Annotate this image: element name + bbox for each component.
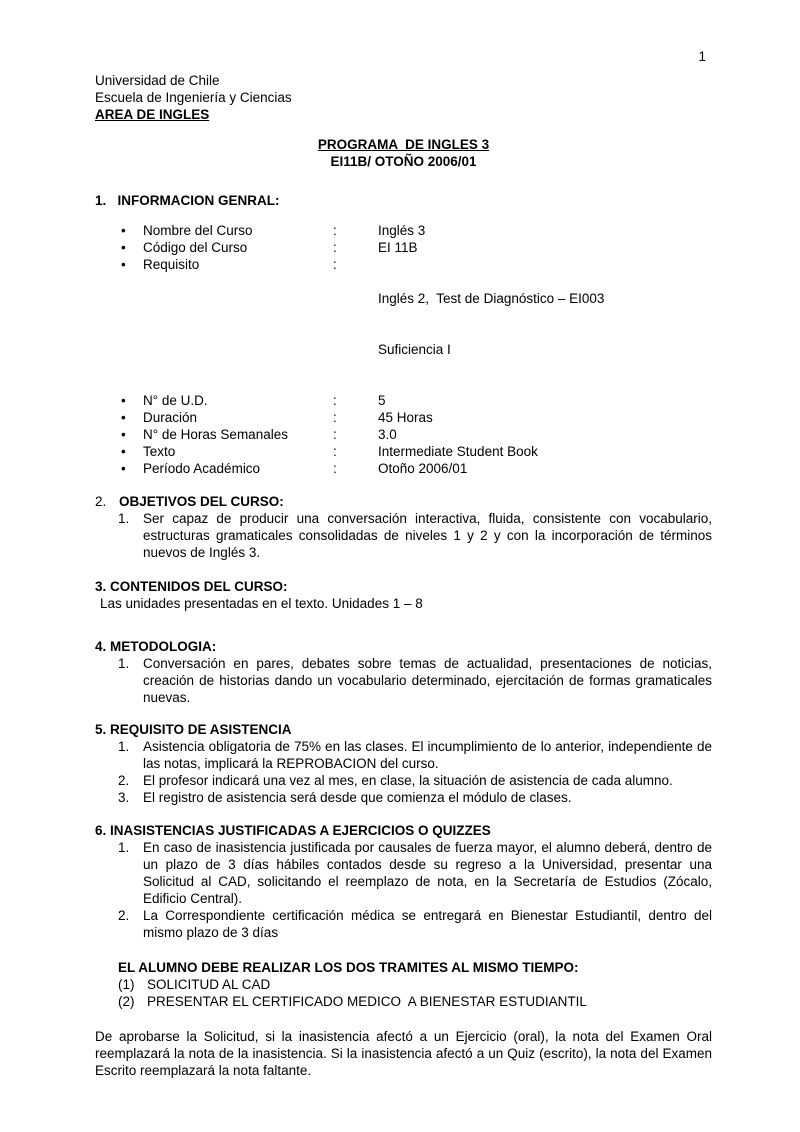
info-label: Nombre del Curso <box>143 223 253 238</box>
item-text: La Correspondiente certificación médica se entregará en Bienestar Estudiantil, dentro del mismo plazo de 3 días <box>143 908 712 940</box>
info-row-horas-semanales <box>95 426 712 443</box>
info-value: Otoño 2006/01 <box>378 461 468 476</box>
info-label: N° de U.D. <box>143 393 208 408</box>
section-informacion-general <box>95 192 712 477</box>
info-label: Requisito <box>143 257 200 272</box>
section-2-title: OBJETIVOS DEL CURSO: <box>119 494 284 509</box>
tramite-item-1 <box>118 976 712 993</box>
section-inasistencias <box>95 822 712 941</box>
info-row-ud <box>95 392 712 409</box>
asistencia-item-3 <box>95 789 712 806</box>
asistencia-item-1 <box>95 738 712 772</box>
section-1-heading: 1. INFORMACION GENRAL: <box>95 193 280 208</box>
info-label: Texto <box>143 444 176 459</box>
document-title <box>95 136 712 170</box>
info-row-requisito <box>95 256 712 392</box>
bullet-icon: • <box>121 257 126 272</box>
document-title-line2: EI11B/ OTOÑO 2006/01 <box>330 154 477 169</box>
info-value-line1: Inglés 2, Test de Diagnóstico – EI003 <box>378 291 605 306</box>
bullet-icon: • <box>121 393 126 408</box>
info-value: Inglés 3 <box>378 223 426 238</box>
info-colon: : <box>333 257 337 272</box>
bullet-icon: • <box>121 240 126 255</box>
section-4-heading: 4. METODOLOGIA: <box>95 639 217 654</box>
section-metodologia <box>95 638 712 706</box>
bullet-icon: • <box>121 461 126 476</box>
section-objetivos <box>95 493 712 561</box>
item-number: 1. <box>118 739 130 754</box>
item-number: 1. <box>118 656 130 671</box>
letterhead-school: Escuela de Ingeniería y Ciencias <box>95 90 292 105</box>
item-number: 3. <box>118 790 130 805</box>
inasistencias-item-1 <box>95 839 712 907</box>
section-2-number: 2. <box>95 494 107 509</box>
item-number: 1. <box>118 511 130 526</box>
info-row-periodo <box>95 460 712 477</box>
info-colon: : <box>333 240 337 255</box>
item-text: El profesor indicará una vez al mes, en clase, la situación de asistencia de cada alumno. <box>143 773 673 788</box>
closing-paragraph: De aprobarse la Solicitud, si la inasistencia afectó a un Ejercicio (oral), la nota del Examen Oral reemplazará la nota de la inasistencia. Si la inasistencia afectó a un Quiz (escrito), la nota del Examen Escrito reemplazará la nota faltante. <box>95 1029 712 1078</box>
section-5-heading: 5. REQUISITO DE ASISTENCIA <box>95 722 292 737</box>
asistencia-item-2 <box>95 772 712 789</box>
info-colon: : <box>333 444 337 459</box>
info-row-duracion <box>95 409 712 426</box>
info-value: 45 Horas <box>378 410 433 425</box>
info-row-codigo <box>95 239 712 256</box>
info-colon: : <box>333 461 337 476</box>
letterhead-university: Universidad de Chile <box>95 73 220 88</box>
info-colon: : <box>333 393 337 408</box>
section-6-heading: 6. INASISTENCIAS JUSTIFICADAS A EJERCICIOS O QUIZZES <box>95 823 491 838</box>
document-content <box>95 72 712 1079</box>
tramites-heading: EL ALUMNO DEBE REALIZAR LOS DOS TRAMITES AL MISMO TIEMPO: <box>118 960 579 975</box>
bullet-icon: • <box>121 223 126 238</box>
item-text: Ser capaz de producir una conversación interactiva, fluida, consistente con vocabulario, estructuras gramaticales consolidadas de niveles 1 y 2 y con la incorporación de términos nuevos de Inglés 3. <box>143 511 712 560</box>
document-title-line1: PROGRAMA DE INGLES 3 <box>317 137 490 152</box>
info-label: Duración <box>143 410 198 425</box>
item-number: 1. <box>118 840 130 855</box>
metodologia-item-1 <box>95 655 712 706</box>
page-number: 1 <box>698 49 706 64</box>
item-text: SOLICITUD AL CAD <box>147 977 271 992</box>
tramite-item-2 <box>118 993 712 1010</box>
item-number: 2. <box>118 908 130 923</box>
bullet-icon: • <box>121 410 126 425</box>
info-colon: : <box>333 410 337 425</box>
item-number: (2) <box>118 994 135 1009</box>
item-text: Conversación en pares, debates sobre temas de actualidad, presentaciones de noticias, creación de historias dando un vocabulario determinado, ejercitación de formas gramaticales nuevas. <box>143 656 712 705</box>
info-colon: : <box>333 427 337 442</box>
info-row-texto <box>95 443 712 460</box>
info-value: EI 11B <box>378 240 418 255</box>
item-text: PRESENTAR EL CERTIFICADO MEDICO A BIENESTAR ESTUDIANTIL <box>147 994 587 1009</box>
contenidos-body: Las unidades presentadas en el texto. Unidades 1 – 8 <box>100 596 423 611</box>
info-label: Período Académico <box>143 461 261 476</box>
letterhead <box>95 72 712 123</box>
section-3-heading: 3. CONTENIDOS DEL CURSO: <box>95 579 288 594</box>
inasistencias-item-2 <box>95 907 712 941</box>
item-text: El registro de asistencia será desde que comienza el módulo de clases. <box>143 790 572 805</box>
info-value <box>378 256 712 392</box>
info-label: N° de Horas Semanales <box>143 427 288 442</box>
info-row-nombre <box>95 222 712 239</box>
section-contenidos <box>95 578 712 612</box>
tramites-block <box>95 959 712 1010</box>
info-value: 3.0 <box>378 427 397 442</box>
info-value-line2: Suficiencia I <box>378 342 451 357</box>
course-info-list <box>95 222 712 477</box>
info-value: Intermediate Student Book <box>378 444 538 459</box>
letterhead-area: AREA DE INGLES <box>95 107 210 122</box>
bullet-icon: • <box>121 444 126 459</box>
info-colon: : <box>333 223 337 238</box>
item-number: 2. <box>118 773 130 788</box>
item-text: En caso de inasistencia justificada por causales de fuerza mayor, el alumno deberá, dentro de un plazo de 3 días hábiles contados desde su regreso a la Universidad, presentar una Solicitud al CAD, solicitando el reemplazo de nota, en la Secretaría de Estudios (Zócalo, Edificio Central). <box>143 840 712 906</box>
item-number: (1) <box>118 977 135 992</box>
info-label: Código del Curso <box>143 240 248 255</box>
item-text: Asistencia obligatoria de 75% en las clases. El incumplimiento de lo anterior, independiente de las notas, implicará la REPROBACION del curso. <box>143 739 712 771</box>
objetivos-item-1 <box>95 510 712 561</box>
bullet-icon: • <box>121 427 126 442</box>
info-value: 5 <box>378 393 386 408</box>
section-requisito-asistencia <box>95 721 712 806</box>
section-2-heading <box>95 493 712 510</box>
